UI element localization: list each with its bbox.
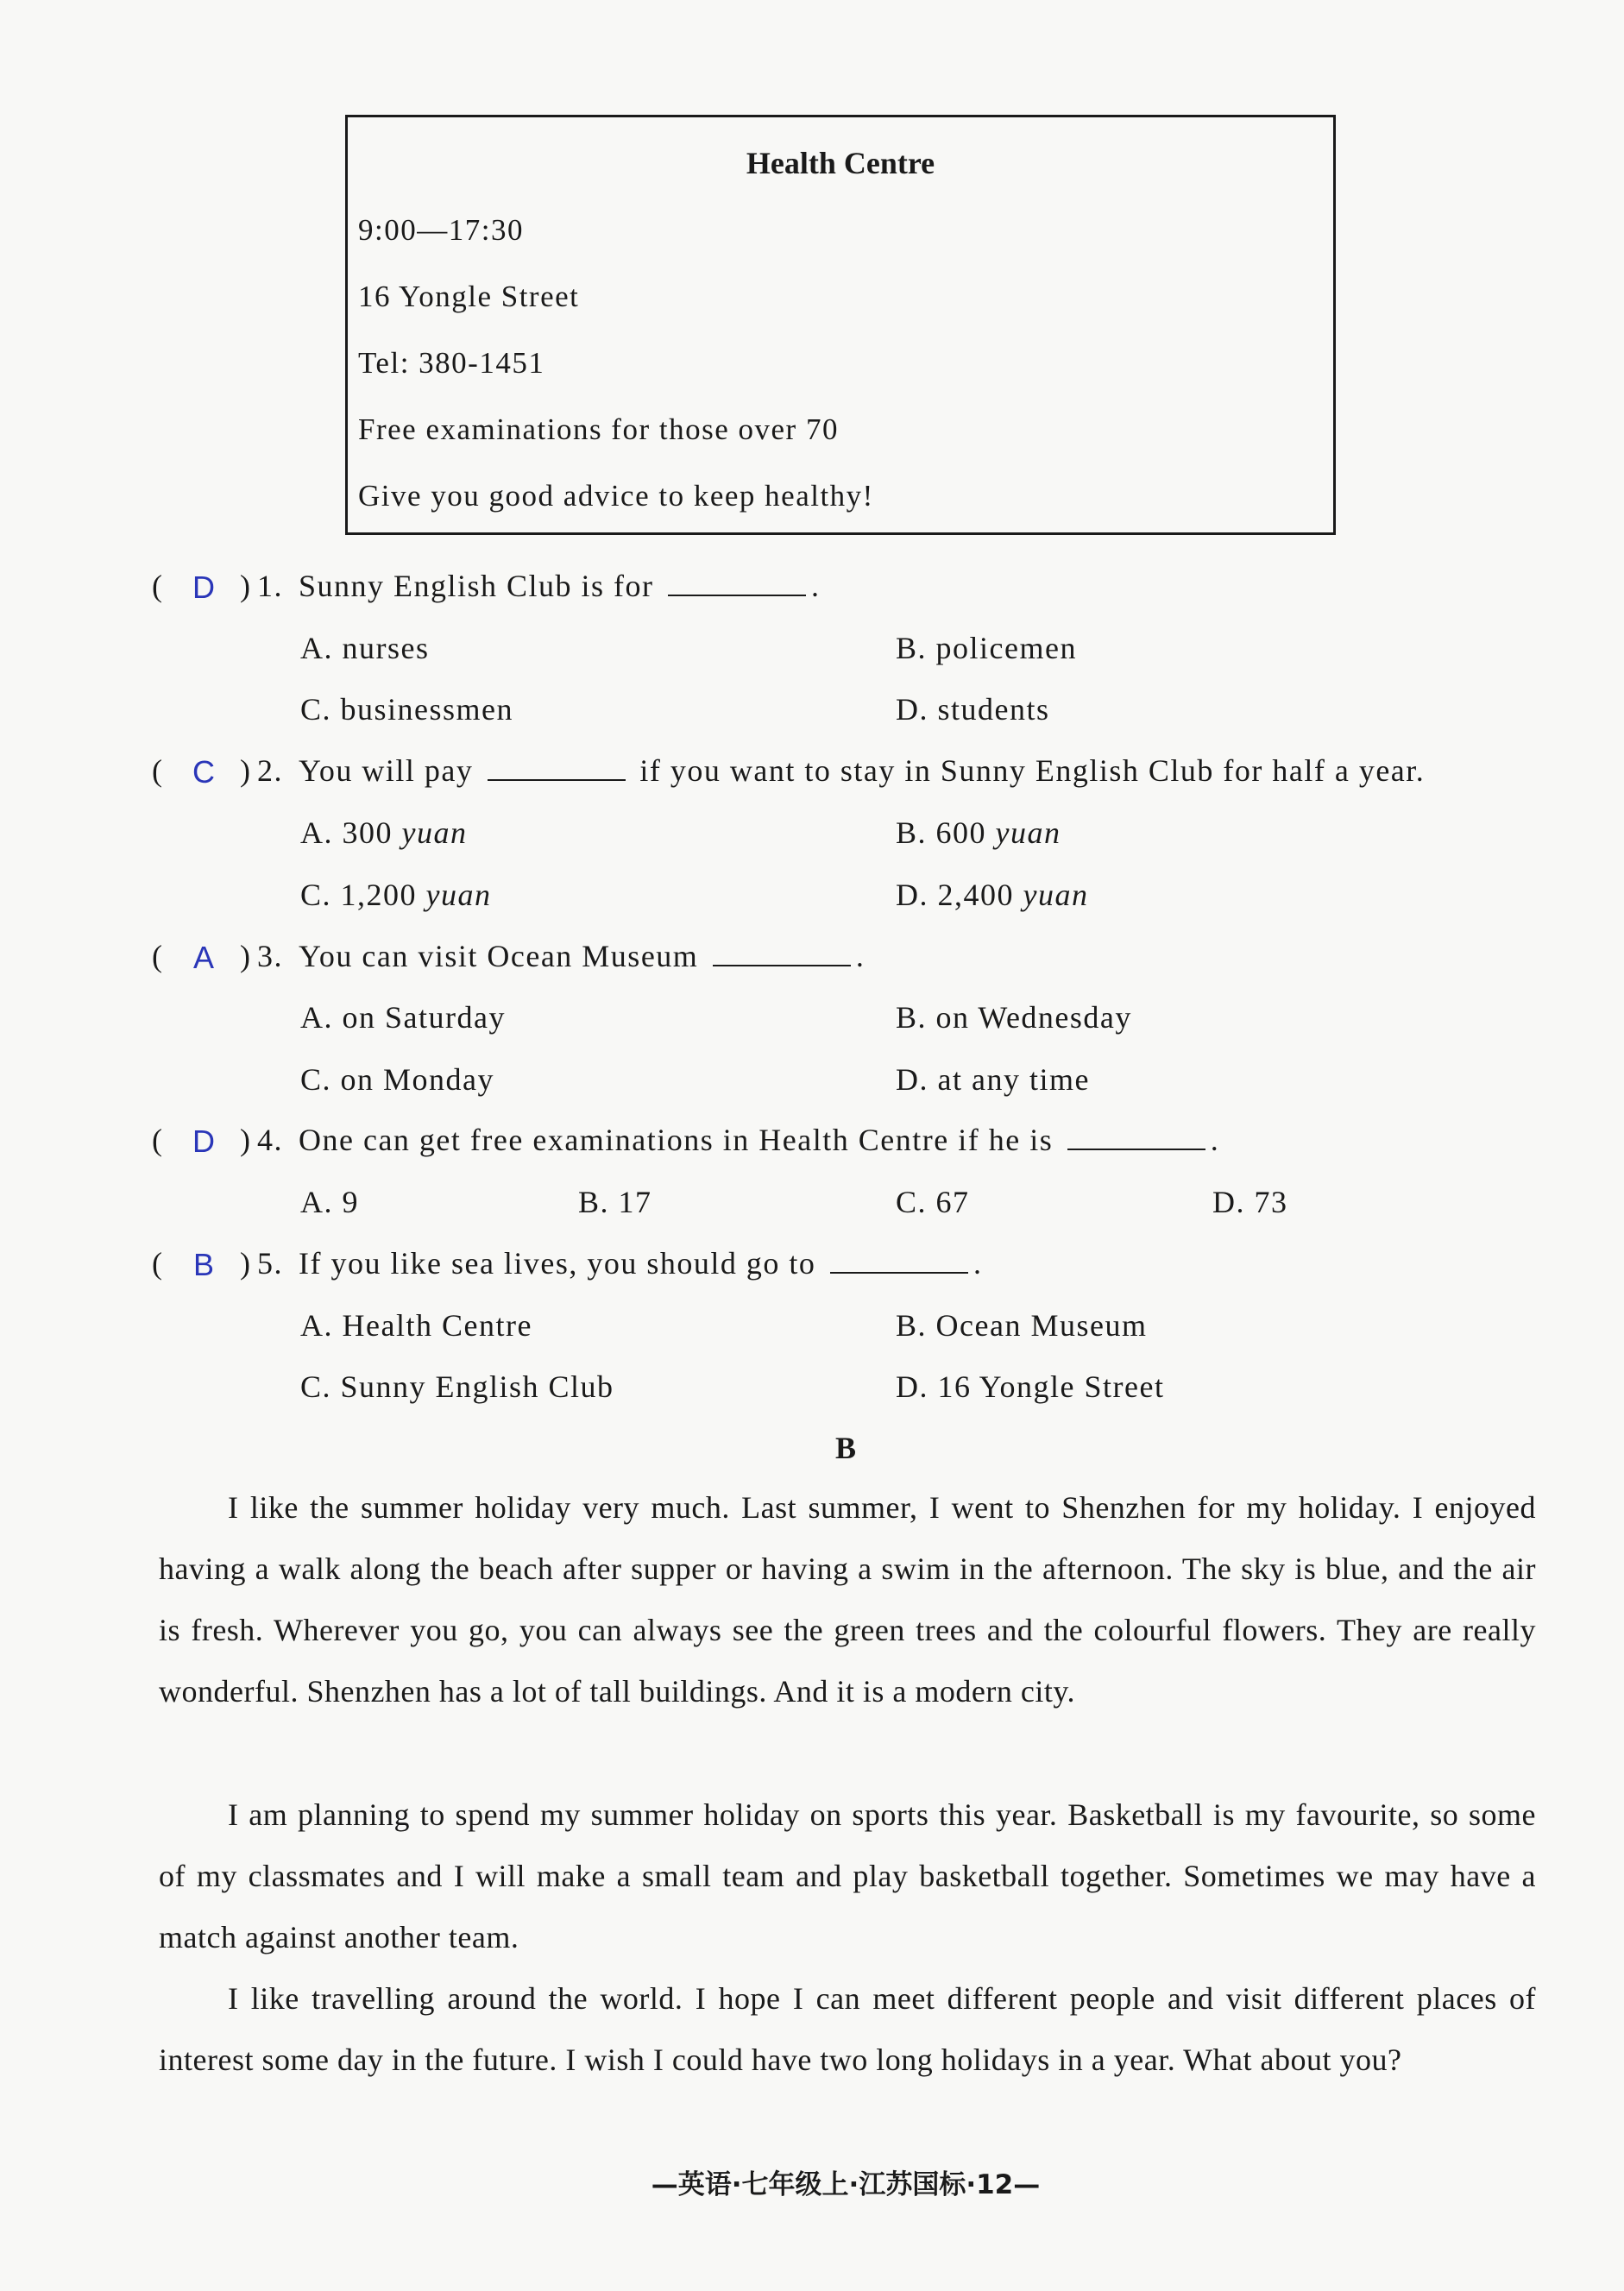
paren-close: ) — [240, 1123, 250, 1157]
stem-text: You will pay — [299, 753, 474, 788]
paren-open: ( — [152, 1123, 162, 1157]
question-3 — [0, 938, 1624, 998]
answer-blank — [668, 569, 806, 596]
notice-hours: 9:00—17:30 — [358, 213, 524, 247]
notice-tel: Tel: 380-1451 — [358, 346, 545, 380]
answer-blank — [713, 939, 851, 966]
answer-5: B — [192, 1247, 214, 1282]
paren-close: ) — [240, 753, 250, 788]
option-3b: B. on Wednesday — [896, 1000, 1132, 1035]
notice-offer: Free examinations for those over 70 — [358, 412, 839, 446]
health-centre-notice — [345, 115, 1336, 535]
question-number: 1. — [257, 569, 283, 603]
paren-close: ) — [240, 1246, 250, 1281]
stem-text: You can visit Ocean Museum — [299, 939, 699, 973]
answer-blank — [830, 1246, 968, 1274]
question-1 — [0, 568, 1624, 628]
option-5a: A. Health Centre — [300, 1308, 532, 1343]
page-footer: —英语·七年级上·江苏国标·12— — [651, 2169, 1041, 2200]
paren-close: ) — [240, 569, 250, 603]
option-5d: D. 16 Yongle Street — [896, 1369, 1165, 1404]
option-1a: A. nurses — [300, 631, 430, 665]
option-2a: A. 300 yuan — [300, 815, 468, 850]
stem-text: Sunny English Club is for — [299, 569, 654, 603]
answer-blank — [488, 753, 626, 781]
option-2d: D. 2,400 yuan — [896, 878, 1089, 912]
stem-text: One can get free examinations in Health Centre if he is — [299, 1123, 1054, 1157]
paren-open: ( — [152, 569, 162, 603]
question-stem — [299, 1245, 982, 1281]
notice-title: Health Centre — [746, 146, 935, 180]
question-number: 2. — [257, 753, 283, 788]
option-1b: B. policemen — [896, 631, 1077, 665]
notice-address: 16 Yongle Street — [358, 280, 580, 313]
option-1c: C. businessmen — [300, 692, 514, 727]
question-stem — [299, 752, 1425, 789]
option-5b: B. Ocean Museum — [896, 1308, 1148, 1343]
option-1d: D. students — [896, 692, 1050, 727]
question-number: 4. — [257, 1123, 283, 1157]
question-stem — [299, 938, 865, 974]
reading-paragraph-3: I like travelling around the world. I hope I can meet different people and visit different places of interest some day in the future. I wish I could have two long holidays in a year. What about you? — [159, 1981, 1536, 2077]
question-stem — [299, 568, 821, 604]
paren-open: ( — [152, 1246, 162, 1281]
paren-open: ( — [152, 939, 162, 973]
option-5c: C. Sunny English Club — [300, 1369, 614, 1404]
answer-3: A — [192, 940, 214, 975]
option-4a: A. 9 — [300, 1185, 359, 1219]
stem-end: . — [855, 939, 866, 973]
notice-slogan: Give you good advice to keep healthy! — [358, 479, 874, 513]
stem-end: . — [1210, 1123, 1220, 1157]
question-stem — [299, 1122, 1219, 1158]
option-4c: C. 67 — [896, 1185, 970, 1219]
option-3d: D. at any time — [896, 1062, 1090, 1097]
question-number: 3. — [257, 939, 283, 973]
section-heading: B — [834, 1431, 856, 1465]
stem-text: If you like sea lives, you should go to — [299, 1246, 816, 1281]
option-3c: C. on Monday — [300, 1062, 494, 1097]
paren-open: ( — [152, 753, 162, 788]
answer-4: D — [192, 1123, 215, 1159]
stem-end: . — [811, 569, 821, 603]
question-5 — [0, 1245, 1624, 1306]
answer-2: C — [192, 754, 215, 790]
stem-end: . — [973, 1246, 983, 1281]
question-2 — [0, 752, 1624, 813]
question-number: 5. — [257, 1246, 283, 1281]
reading-paragraph-2: I am planning to spend my summer holiday on sports this year. Basketball is my favourite, so some of my classmates and I will make a small team and play basketball together. Sometimes we may have a match against another team. — [159, 1797, 1536, 1954]
answer-1: D — [192, 570, 215, 605]
option-2b: B. 600 yuan — [896, 815, 1061, 850]
option-4b: B. 17 — [578, 1185, 652, 1219]
option-3a: A. on Saturday — [300, 1000, 506, 1035]
question-4 — [0, 1122, 1624, 1182]
option-2c: C. 1,200 yuan — [300, 878, 492, 912]
paren-close: ) — [240, 939, 250, 973]
reading-paragraph-1: I like the summer holiday very much. Last summer, I went to Shenzhen for my holiday. I enjoyed having a walk along the beach after supper or having a swim in the afternoon. The sky is blue, and the air is fresh. Wherever you go, you can always see the green trees and the colourful flowers. They are really wonderful. Shenzhen has a lot of tall buildings. And it is a modern city. — [159, 1490, 1536, 1709]
answer-blank — [1067, 1123, 1205, 1150]
stem-end: if you want to stay in Sunny English Club for half a year. — [639, 753, 1426, 788]
option-4d: D. 73 — [1212, 1185, 1288, 1219]
